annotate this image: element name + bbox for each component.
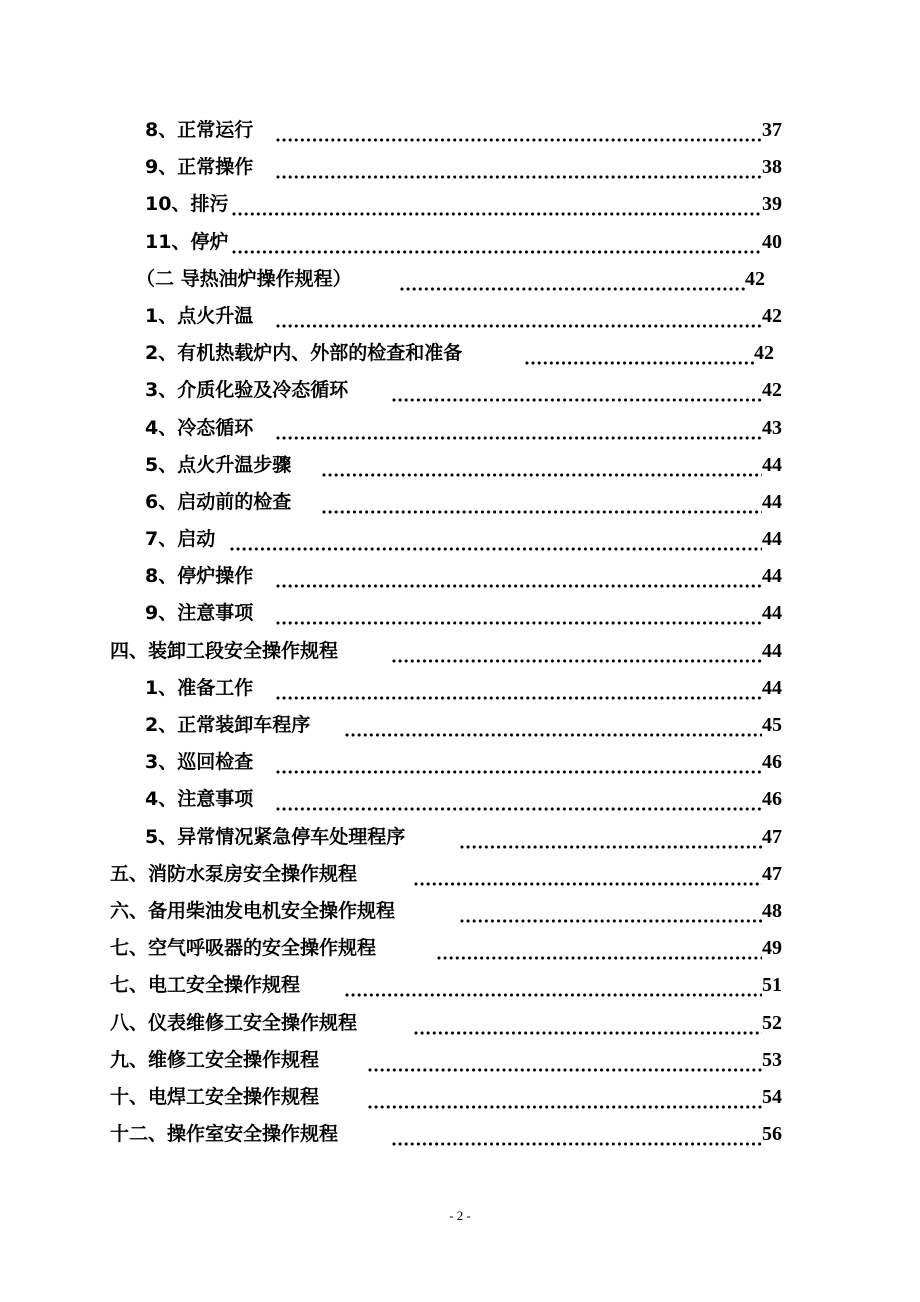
toc-entry[interactable]: [0, 410, 920, 447]
dot-leader: [276, 621, 762, 625]
toc-entry[interactable]: [0, 335, 920, 372]
dot-leader: [414, 1031, 762, 1035]
toc-entry-title: 五、消防水泵房安全操作规程: [110, 862, 358, 885]
toc-entry-page: 42: [762, 379, 782, 402]
toc-entry-title: 10、排污: [145, 193, 229, 216]
toc-entry-title: 七、电工安全操作规程: [110, 974, 301, 997]
toc-entry-page: 49: [762, 937, 782, 960]
toc-entry[interactable]: [0, 595, 920, 632]
toc-entry-page: 42: [762, 304, 782, 327]
toc-entry[interactable]: [0, 856, 920, 893]
toc-entry[interactable]: [0, 1042, 920, 1079]
dot-leader: [230, 547, 762, 551]
toc-entry-title: 4、注意事项: [145, 788, 254, 811]
toc-entry-page: 46: [762, 788, 782, 811]
toc-entry-title: 9、注意事项: [145, 602, 254, 625]
toc-entry[interactable]: [0, 224, 920, 261]
toc-entry-title: 4、冷态循环: [145, 416, 254, 439]
toc-entry-title: 6、启动前的检查: [145, 490, 292, 513]
toc-entry[interactable]: [0, 112, 920, 149]
toc-entry-page: 45: [762, 714, 782, 736]
toc-entry-title: 八、仪表维修工安全操作规程: [110, 1011, 358, 1034]
toc-entry[interactable]: [0, 819, 920, 856]
toc-entry-page: 38: [762, 156, 782, 179]
toc-entry-page: 40: [762, 230, 782, 253]
dot-leader: [276, 807, 762, 811]
dot-leader: [392, 1142, 762, 1146]
toc-entry-page: 44: [762, 602, 782, 625]
toc-entry-page: 43: [762, 416, 782, 439]
toc-entry-page: 44: [762, 565, 782, 588]
dot-leader: [276, 138, 762, 142]
toc-entry-page: 52: [762, 1011, 782, 1034]
toc-entry-page: 48: [762, 899, 782, 922]
toc-entry[interactable]: [0, 744, 920, 781]
dot-leader: [368, 1068, 762, 1072]
toc-entry-title: 1、点火升温: [145, 304, 254, 327]
page-number: - 2 -: [449, 1208, 471, 1223]
toc-entry-title: 九、维修工安全操作规程: [110, 1048, 320, 1071]
dot-leader: [232, 212, 762, 216]
toc-entry-page: 54: [762, 1085, 782, 1108]
toc-entry[interactable]: [0, 670, 920, 707]
toc-entry-page: 56: [762, 1123, 782, 1146]
dot-leader: [392, 398, 762, 402]
toc-entry-title: 3、介质化验及冷态循环: [145, 379, 349, 402]
toc-entry-title: 3、巡回检查: [145, 751, 254, 774]
toc-entry-title: 9、正常操作: [145, 156, 254, 179]
toc-entry-title: 5、异常情况紧急停车处理程序: [145, 825, 406, 848]
dot-leader: [322, 510, 762, 514]
toc-entry-title: 2、有机热载炉内、外部的检查和准备: [145, 342, 463, 365]
dot-leader: [525, 361, 754, 365]
toc-entry-page: 44: [762, 453, 782, 476]
toc-entry-title: 六、备用柴油发电机安全操作规程: [110, 899, 396, 922]
toc-entry-page: 47: [762, 825, 782, 848]
toc-entry-title: 11、停炉: [145, 230, 229, 253]
toc-entry-title: 十二、操作室安全操作规程: [110, 1123, 339, 1146]
toc-entry-title: 1、准备工作: [145, 676, 254, 699]
toc-entry-page: 44: [762, 676, 782, 699]
toc-entry[interactable]: [0, 372, 920, 409]
toc-entry[interactable]: [0, 1005, 920, 1042]
toc-entry[interactable]: [0, 633, 920, 670]
toc-entry-title: 七、空气呼吸器的安全操作规程: [110, 937, 377, 960]
dot-leader: [276, 770, 762, 774]
toc-entry[interactable]: [0, 781, 920, 818]
toc-entry[interactable]: [0, 930, 920, 967]
dot-leader: [276, 696, 762, 700]
dot-leader: [322, 473, 762, 477]
toc-entry[interactable]: [0, 1116, 920, 1153]
toc-entry-title: 7、启动: [145, 528, 216, 551]
dot-leader: [276, 175, 762, 179]
dot-leader: [392, 659, 762, 663]
dot-leader: [414, 882, 762, 886]
toc-entry[interactable]: [0, 967, 920, 1004]
toc-entry[interactable]: [0, 484, 920, 521]
table-of-contents: [0, 112, 920, 1153]
toc-entry[interactable]: [0, 298, 920, 335]
toc-entry-page: 37: [762, 119, 782, 141]
dot-leader: [345, 993, 762, 997]
toc-entry[interactable]: [0, 149, 920, 186]
toc-entry-title: 5、点火升温步骤: [145, 453, 292, 476]
toc-entry[interactable]: [0, 186, 920, 223]
toc-entry-page: 44: [762, 528, 782, 551]
dot-leader: [276, 324, 762, 328]
toc-entry[interactable]: [0, 521, 920, 558]
toc-entry-title: 十、电焊工安全操作规程: [110, 1085, 320, 1108]
dot-leader: [368, 1105, 762, 1109]
toc-entry-page: 46: [762, 751, 782, 774]
toc-entry-page: 44: [762, 490, 782, 513]
dot-leader: [460, 845, 762, 849]
toc-entry-title: 8、停炉操作: [145, 565, 254, 588]
dot-leader: [232, 250, 762, 254]
toc-entry[interactable]: [0, 447, 920, 484]
toc-entry[interactable]: [0, 893, 920, 930]
toc-entry-title: 四、装卸工段安全操作规程: [110, 639, 339, 662]
toc-entry-title: 2、正常装卸车程序: [145, 714, 311, 736]
toc-entry-page: 53: [762, 1048, 782, 1071]
toc-entry[interactable]: [0, 558, 920, 595]
toc-entry[interactable]: [0, 1079, 920, 1116]
dot-leader: [276, 436, 762, 440]
toc-entry[interactable]: [0, 707, 920, 744]
toc-entry-page: 42: [745, 267, 765, 290]
toc-entry-page: 42: [754, 342, 774, 365]
toc-entry-page: 47: [762, 862, 782, 885]
dot-leader: [276, 584, 762, 588]
toc-entry-title: （二 导热油炉操作规程）: [136, 267, 352, 290]
dot-leader: [437, 956, 762, 960]
toc-entry-page: 39: [762, 193, 782, 216]
dot-leader: [345, 733, 762, 737]
toc-entry-title: 8、正常运行: [145, 119, 254, 141]
dot-leader: [400, 287, 745, 291]
toc-entry-page: 44: [762, 639, 782, 662]
dot-leader: [460, 919, 762, 923]
toc-entry[interactable]: [0, 261, 920, 298]
toc-entry-page: 51: [762, 974, 782, 997]
